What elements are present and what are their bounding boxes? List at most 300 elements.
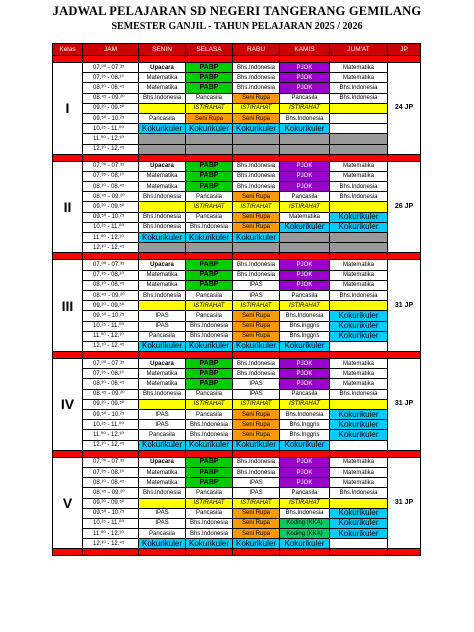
subject-cell: PJOK — [280, 379, 330, 389]
schedule-row — [53, 359, 421, 369]
schedule-row — [53, 440, 421, 450]
separator-cell — [280, 154, 330, 161]
subject-cell: Bhs.Indonesia — [186, 420, 233, 430]
subject-cell: ISTIRAHAT — [280, 498, 330, 508]
separator-cell — [139, 154, 186, 161]
separator-cell — [330, 549, 388, 556]
header-cell: Kelas — [53, 44, 83, 56]
subject-cell: Bhs.Indonesia — [233, 260, 280, 270]
separator-cell — [139, 253, 186, 260]
separator-cell — [139, 549, 186, 556]
schedule-row — [53, 270, 421, 280]
separator-cell — [233, 450, 280, 457]
schedule-row — [53, 233, 421, 243]
header-row — [53, 44, 421, 56]
jam-cell: 09.²⁰ - 09.⁵⁰ — [83, 399, 139, 409]
subject-cell — [330, 202, 388, 212]
subject-cell: Matematika — [330, 478, 388, 488]
subject-cell: Bhs.Indonesia — [186, 331, 233, 341]
subject-cell: ISTIRAHAT — [280, 202, 330, 212]
subject-cell: Matematika — [139, 73, 186, 83]
subject-cell: Kokurikuler — [233, 539, 280, 549]
schedule-row — [53, 369, 421, 379]
subject-cell: IPAS — [233, 389, 280, 399]
schedule-row — [53, 539, 421, 549]
jam-cell: 11.⁰⁰ - 12.¹⁰ — [83, 233, 139, 243]
jam-cell: 08.⁴⁵ - 09.²⁰ — [83, 290, 139, 300]
jam-cell: 07.³⁵ - 08.¹⁰ — [83, 467, 139, 477]
subject-cell — [330, 134, 388, 144]
subject-cell: PJOK — [280, 369, 330, 379]
separator-cell — [280, 253, 330, 260]
jam-cell: 09.⁵⁰ - 10.²⁵ — [83, 508, 139, 518]
schedule-row — [53, 280, 421, 290]
schedule-row — [53, 83, 421, 93]
separator-cell — [139, 450, 186, 457]
subject-cell: Kokurikuler — [330, 311, 388, 321]
subject-cell: Pancasila — [280, 389, 330, 399]
subject-cell: Bhs.Indonesia — [233, 182, 280, 192]
schedule-row — [53, 410, 421, 420]
subject-cell: PJOK — [280, 171, 330, 181]
page-subtitle: SEMESTER GANJIL - TAHUN PELAJARAN 2025 / 2026 — [111, 21, 363, 32]
subject-cell: Kokurikuler — [139, 440, 186, 450]
subject-cell: Matematika — [139, 379, 186, 389]
jp-cell: 31 JP — [388, 359, 421, 451]
jp-cell: 26 JP — [388, 161, 421, 253]
subject-cell: Bhs.Indonesia — [186, 222, 233, 232]
separator-cell — [83, 549, 139, 556]
subject-cell: IPAS — [139, 420, 186, 430]
subject-cell: Kokurikuler — [330, 508, 388, 518]
separator-cell — [280, 450, 330, 457]
subject-cell: Kokurikuler — [233, 440, 280, 450]
jam-cell: 09.²⁰ - 09.⁵⁰ — [83, 301, 139, 311]
subject-cell — [186, 134, 233, 144]
subject-cell: Kokurikuler — [233, 124, 280, 134]
subject-cell: Seni Rupa — [233, 212, 280, 222]
kelas-cell: I — [53, 63, 83, 155]
subject-cell: PJOK — [280, 83, 330, 93]
schedule-row — [53, 182, 421, 192]
subject-cell: PJOK — [280, 280, 330, 290]
subject-cell: Kokurikuler — [233, 233, 280, 243]
subject-cell: Pancasila — [139, 331, 186, 341]
subject-cell: Kokurikuler — [186, 440, 233, 450]
subject-cell: PABP — [186, 83, 233, 93]
subject-cell: Pancasila — [139, 529, 186, 539]
separator-cell — [186, 154, 233, 161]
schedule-row — [53, 498, 421, 508]
subject-cell: Pancasila — [139, 113, 186, 123]
subject-cell: ISTIRAHAT — [186, 399, 233, 409]
schedule-row — [53, 321, 421, 331]
jam-cell: 10.²⁵ - 11.⁰⁰ — [83, 321, 139, 331]
jam-cell: 07.³⁵ - 08.¹⁰ — [83, 171, 139, 181]
subject-cell: Matematika — [330, 280, 388, 290]
subject-cell: Seni Rupa — [233, 508, 280, 518]
subject-cell: Kokurikuler — [186, 539, 233, 549]
subject-cell: Kokurikuler — [330, 321, 388, 331]
subject-cell: Matematika — [139, 171, 186, 181]
separator-cell — [53, 352, 83, 359]
header-cell: RABU — [233, 44, 280, 56]
jam-cell: 08.⁴⁵ - 09.²⁰ — [83, 389, 139, 399]
separator-cell — [233, 549, 280, 556]
subject-cell: Kokurikuler — [330, 420, 388, 430]
subject-cell: ISTIRAHAT — [280, 301, 330, 311]
jam-cell: 08.¹⁰ - 08.⁴⁵ — [83, 379, 139, 389]
subject-cell — [139, 399, 186, 409]
schedule-row — [53, 518, 421, 528]
schedule-row — [53, 212, 421, 222]
subject-cell — [330, 498, 388, 508]
subject-cell: Matematika — [139, 467, 186, 477]
subject-cell — [139, 202, 186, 212]
subject-cell: Matematika — [330, 369, 388, 379]
schedule-row — [53, 508, 421, 518]
subject-cell: Matematika — [330, 457, 388, 467]
subject-cell: Bhs.Indonesia — [280, 113, 330, 123]
schedule-row — [53, 134, 421, 144]
subject-cell: PJOK — [280, 73, 330, 83]
jam-cell: 12.¹⁰ - 12.⁴⁵ — [83, 341, 139, 351]
subject-cell: IPAS — [139, 321, 186, 331]
subject-cell: ISTIRAHAT — [233, 498, 280, 508]
subject-cell: Pancasila — [280, 93, 330, 103]
subject-cell: Bhs.Indonesia — [233, 359, 280, 369]
separator-row — [53, 549, 421, 556]
jam-cell: 08.¹⁰ - 08.⁴⁵ — [83, 478, 139, 488]
schedule-row — [53, 389, 421, 399]
subject-cell: Pancasila — [186, 212, 233, 222]
schedule-row — [53, 222, 421, 232]
subject-cell: Bhs.Inggris — [280, 321, 330, 331]
subject-cell: Bhs.Indonesia — [139, 389, 186, 399]
jam-cell: 08.¹⁰ - 08.⁴⁵ — [83, 280, 139, 290]
separator-row — [53, 253, 421, 260]
separator-cell — [330, 154, 388, 161]
subject-cell: Seni Rupa — [233, 192, 280, 202]
schedule-row — [53, 63, 421, 73]
subject-cell: PJOK — [280, 467, 330, 477]
subject-cell — [139, 301, 186, 311]
separator-cell — [388, 549, 421, 556]
subject-cell — [330, 233, 388, 243]
subject-cell: Bhs.Indonesia — [330, 182, 388, 192]
subject-cell: Bhs.Indonesia — [330, 488, 388, 498]
subject-cell: IPAS — [233, 478, 280, 488]
schedule-row — [53, 430, 421, 440]
separator-cell — [83, 352, 139, 359]
separator-cell — [186, 450, 233, 457]
separator-cell — [330, 450, 388, 457]
jam-cell: 10.²⁵ - 11.⁰⁰ — [83, 124, 139, 134]
subject-cell: PABP — [186, 379, 233, 389]
subject-cell: Pancasila — [186, 488, 233, 498]
separator-cell — [330, 352, 388, 359]
subject-cell: Bhs.Indonesia — [330, 83, 388, 93]
subject-cell: PABP — [186, 73, 233, 83]
subject-cell — [280, 144, 330, 154]
subject-cell: Bhs.Indonesia — [233, 467, 280, 477]
jam-cell: 07.⁰⁰ - 07.³⁵ — [83, 457, 139, 467]
subject-cell: Bhs.Indonesia — [139, 192, 186, 202]
subject-cell: Kokurikuler — [139, 124, 186, 134]
subject-cell: Seni Rupa — [233, 430, 280, 440]
subject-cell: Pancasila — [186, 389, 233, 399]
subject-cell: Bhs.Indonesia — [233, 369, 280, 379]
subject-cell: Bhs.Indonesia — [233, 161, 280, 171]
subject-cell: PABP — [186, 270, 233, 280]
jam-cell: 08.⁴⁵ - 09.²⁰ — [83, 93, 139, 103]
jam-cell: 07.⁰⁰ - 07.³⁵ — [83, 161, 139, 171]
subject-cell: Kokurikuler — [186, 124, 233, 134]
subject-cell: Pancasila — [280, 290, 330, 300]
separator-cell — [53, 253, 83, 260]
header-cell: JP — [388, 44, 421, 56]
separator-cell — [53, 549, 83, 556]
schedule-row — [53, 290, 421, 300]
jp-cell: 31 JP — [388, 260, 421, 352]
subject-cell: PABP — [186, 171, 233, 181]
separator-row — [53, 352, 421, 359]
subject-cell — [330, 440, 388, 450]
separator-cell — [280, 56, 330, 63]
jam-cell: 08.¹⁰ - 08.⁴⁵ — [83, 83, 139, 93]
schedule-row — [53, 260, 421, 270]
subject-cell: Seni Rupa — [233, 113, 280, 123]
separator-cell — [53, 450, 83, 457]
subject-cell: Bhs.Indonesia — [139, 290, 186, 300]
separator-cell — [53, 56, 83, 63]
subject-cell: PJOK — [280, 478, 330, 488]
kelas-cell: III — [53, 260, 83, 352]
subject-cell: Bhs.Indonesia — [330, 290, 388, 300]
subject-cell: Seni Rupa — [233, 331, 280, 341]
subject-cell: Bhs.Indonesia — [330, 389, 388, 399]
schedule-row — [53, 478, 421, 488]
subject-cell: Kokurikuler — [280, 539, 330, 549]
subject-cell: Bhs.Indonesia — [186, 321, 233, 331]
subject-cell: Kokurikuler — [280, 341, 330, 351]
separator-cell — [280, 352, 330, 359]
subject-cell — [330, 103, 388, 113]
subject-cell: Kokurikuler — [330, 212, 388, 222]
subject-cell: ISTIRAHAT — [186, 202, 233, 212]
subject-cell: Matematika — [330, 379, 388, 389]
subject-cell: Matematika — [139, 83, 186, 93]
schedule-row — [53, 301, 421, 311]
jam-cell: 12.¹⁰ - 12.⁴⁵ — [83, 440, 139, 450]
schedule-row — [53, 93, 421, 103]
subject-cell: Pancasila — [186, 290, 233, 300]
subject-cell: IPAS — [233, 290, 280, 300]
jam-cell: 09.⁵⁰ - 10.²⁵ — [83, 410, 139, 420]
schedule-row — [53, 457, 421, 467]
subject-cell — [186, 243, 233, 253]
jam-cell: 10.²⁵ - 11.⁰⁰ — [83, 518, 139, 528]
subject-cell: ISTIRAHAT — [186, 301, 233, 311]
schedule-row — [53, 103, 421, 113]
subject-cell: PABP — [186, 369, 233, 379]
separator-cell — [233, 56, 280, 63]
separator-cell — [233, 253, 280, 260]
schedule-row — [53, 311, 421, 321]
subject-cell — [330, 144, 388, 154]
subject-cell — [280, 134, 330, 144]
kelas-cell: II — [53, 161, 83, 253]
separator-cell — [330, 56, 388, 63]
subject-cell: Kokurikuler — [280, 440, 330, 450]
separator-cell — [186, 56, 233, 63]
subject-cell: Seni Rupa — [233, 311, 280, 321]
subject-cell — [139, 243, 186, 253]
subject-cell: Pancasila — [139, 430, 186, 440]
separator-cell — [388, 56, 421, 63]
subject-cell: Pancasila — [186, 508, 233, 518]
subject-cell: Kokurikuler — [233, 341, 280, 351]
jam-cell: 07.³⁵ - 08.¹⁰ — [83, 73, 139, 83]
subject-cell — [330, 301, 388, 311]
subject-cell: PJOK — [280, 359, 330, 369]
separator-cell — [388, 253, 421, 260]
subject-cell: ISTIRAHAT — [280, 103, 330, 113]
separator-cell — [186, 253, 233, 260]
subject-cell: ISTIRAHAT — [233, 301, 280, 311]
subject-cell: ISTIRAHAT — [186, 498, 233, 508]
jam-cell: 08.¹⁰ - 08.⁴⁵ — [83, 182, 139, 192]
subject-cell — [139, 498, 186, 508]
subject-cell: Matematika — [139, 270, 186, 280]
subject-cell: Bhs.Indonesia — [233, 73, 280, 83]
subject-cell: Seni Rupa — [233, 410, 280, 420]
subject-cell: Matematika — [330, 63, 388, 73]
subject-cell: Kokurikuler — [139, 233, 186, 243]
jam-cell: 09.²⁰ - 09.⁵⁰ — [83, 103, 139, 113]
separator-cell — [139, 56, 186, 63]
separator-row — [53, 56, 421, 63]
subject-cell: Seni Rupa — [233, 321, 280, 331]
schedule-row — [53, 144, 421, 154]
schedule-row — [53, 529, 421, 539]
subject-cell: Seni Rupa — [233, 518, 280, 528]
jam-cell: 09.⁵⁰ - 10.²⁵ — [83, 212, 139, 222]
subject-cell: IPAS — [233, 488, 280, 498]
jam-cell: 11.⁰⁰ - 12.¹⁰ — [83, 430, 139, 440]
subject-cell: ISTIRAHAT — [233, 103, 280, 113]
jp-cell: 31 JP — [388, 457, 421, 549]
subject-cell: Koding (KKA) — [280, 529, 330, 539]
subject-cell: Kokurikuler — [330, 430, 388, 440]
jam-cell: 07.³⁵ - 08.¹⁰ — [83, 369, 139, 379]
separator-cell — [83, 56, 139, 63]
subject-cell — [330, 113, 388, 123]
subject-cell: PABP — [186, 182, 233, 192]
subject-cell: Matematika — [330, 270, 388, 280]
subject-cell: PABP — [186, 478, 233, 488]
subject-cell: Kokurikuler — [280, 124, 330, 134]
subject-cell: PABP — [186, 359, 233, 369]
subject-cell: IPAS — [139, 508, 186, 518]
subject-cell — [233, 243, 280, 253]
subject-cell: Upacara — [139, 457, 186, 467]
header-cell: JAM — [83, 44, 139, 56]
subject-cell — [233, 144, 280, 154]
header-cell: KAMIS — [280, 44, 330, 56]
separator-cell — [83, 154, 139, 161]
schedule-row — [53, 161, 421, 171]
jam-cell: 12.¹⁰ - 12.⁴⁵ — [83, 243, 139, 253]
subject-cell: ISTIRAHAT — [186, 103, 233, 113]
page-title: JADWAL PELAJARAN SD NEGERI TANGERANG GEMILANG — [52, 4, 422, 18]
separator-cell — [233, 352, 280, 359]
schedule-row — [53, 202, 421, 212]
header-cell: SELASA — [186, 44, 233, 56]
subject-cell: ISTIRAHAT — [233, 202, 280, 212]
schedule-row — [53, 420, 421, 430]
schedule-row — [53, 243, 421, 253]
subject-cell: Matematika — [139, 182, 186, 192]
subject-cell: Kokurikuler — [186, 233, 233, 243]
subject-cell — [233, 134, 280, 144]
subject-cell: Kokurikuler — [330, 222, 388, 232]
subject-cell: PJOK — [280, 270, 330, 280]
subject-cell: Bhs.Indonesia — [186, 518, 233, 528]
subject-cell: PABP — [186, 260, 233, 270]
subject-cell: Pancasila — [186, 410, 233, 420]
subject-cell — [330, 124, 388, 134]
subject-cell: Bhs.Indonesia — [280, 311, 330, 321]
subject-cell — [280, 243, 330, 253]
subject-cell: Bhs.Indonesia — [233, 63, 280, 73]
subject-cell: Seni Rupa — [186, 113, 233, 123]
subject-cell: Matematika — [139, 478, 186, 488]
subject-cell: Matematika — [280, 212, 330, 222]
schedule-row — [53, 341, 421, 351]
subject-cell: Bhs.Indonesia — [330, 93, 388, 103]
jam-cell: 12.¹⁰ - 12.⁴⁵ — [83, 144, 139, 154]
subject-cell: PABP — [186, 457, 233, 467]
subject-cell: Matematika — [330, 171, 388, 181]
subject-cell — [139, 134, 186, 144]
subject-cell: IPAS — [139, 410, 186, 420]
jam-cell: 09.²⁰ - 09.⁵⁰ — [83, 498, 139, 508]
schedule-row — [53, 488, 421, 498]
jam-cell: 09.⁵⁰ - 10.²⁵ — [83, 113, 139, 123]
subject-cell — [139, 144, 186, 154]
schedule-row — [53, 331, 421, 341]
subject-cell: Matematika — [139, 369, 186, 379]
schedule-row — [53, 399, 421, 409]
subject-cell: Upacara — [139, 359, 186, 369]
jam-cell: 09.⁵⁰ - 10.²⁵ — [83, 311, 139, 321]
subject-cell: Bhs.Indonesia — [233, 270, 280, 280]
subject-cell: Bhs.Indonesia — [186, 430, 233, 440]
subject-cell: Bhs.Indonesia — [186, 529, 233, 539]
subject-cell — [139, 103, 186, 113]
subject-cell: Bhs.Indonesia — [233, 171, 280, 181]
subject-cell: Kokurikuler — [139, 341, 186, 351]
subject-cell: Bhs.Indonesia — [139, 93, 186, 103]
subject-cell: PABP — [186, 161, 233, 171]
header-cell: SENIN — [139, 44, 186, 56]
jam-cell: 11.⁰⁰ - 12.¹⁰ — [83, 529, 139, 539]
subject-cell — [330, 243, 388, 253]
subject-cell: IPAS — [139, 518, 186, 528]
subject-cell: Kokurikuler — [330, 410, 388, 420]
jam-cell: 07.⁰⁰ - 07.³⁵ — [83, 63, 139, 73]
